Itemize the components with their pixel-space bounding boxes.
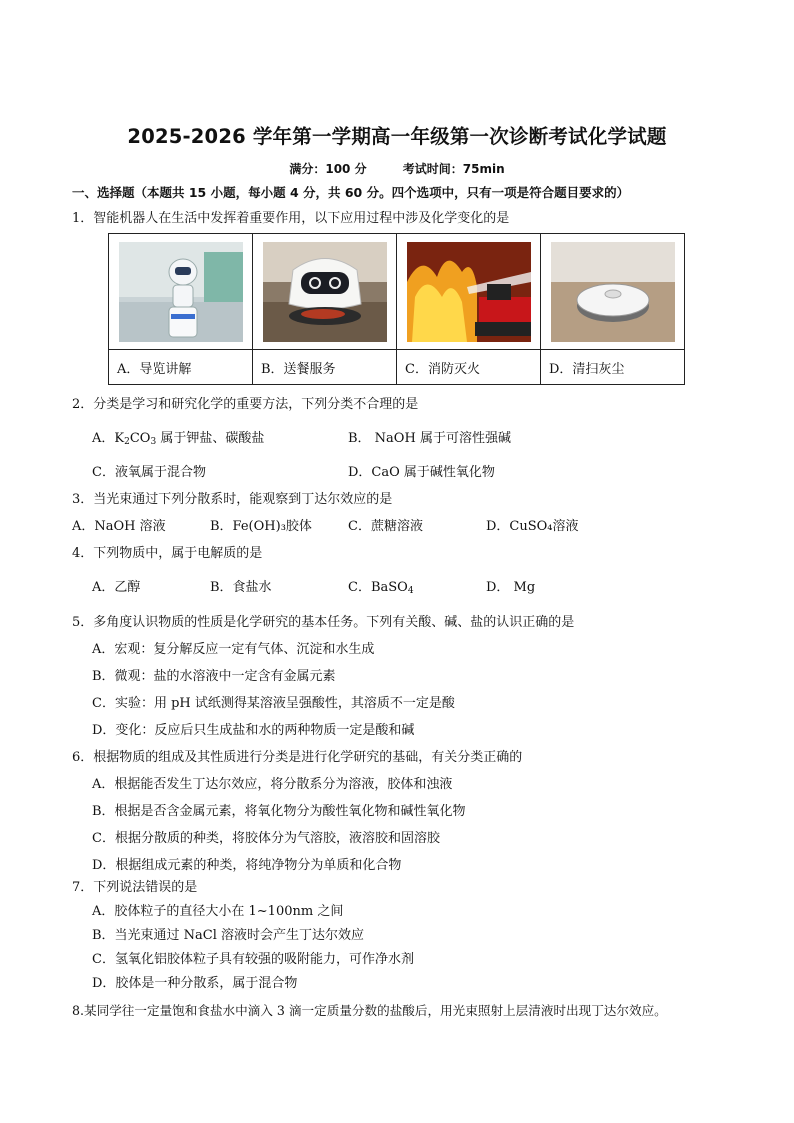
- q1-picture-table: [108, 233, 685, 385]
- q1-option-c: C．消防灭火: [397, 350, 541, 385]
- q1-image-cell: [397, 234, 541, 350]
- section-heading: 一、选择题（本题共 15 小题，每小题 4 分，共 60 分。四个选项中，只有一项是符合题目要求的）: [72, 185, 630, 200]
- q2-option-c: C．液氧属于混合物: [92, 465, 206, 480]
- delivery-robot-image: [263, 242, 387, 342]
- q6-stem: 6．根据物质的组成及其性质进行分类是进行化学研究的基础，有关分类正确的: [72, 750, 523, 765]
- q5-option-c: C．实验：用 pH 试纸测得某溶液呈强酸性，其溶质不一定是酸: [92, 696, 455, 711]
- q4-option-d: D． Mg: [486, 580, 536, 595]
- q4-stem: 4．下列物质中，属于电解质的是: [72, 546, 263, 561]
- q7-stem: 7．下列说法错误的是: [72, 880, 198, 895]
- q8-stem: 8.某同学往一定量饱和食盐水中滴入 3 滴一定质量分数的盐酸后，用光束照射上层清液时出现丁达尔效应。: [72, 1003, 667, 1018]
- q1-image-cell: [109, 234, 253, 350]
- q6-option-a: A．根据能否发生丁达尔效应，将分散系分为溶液，胶体和浊液: [92, 777, 453, 792]
- q3-option-c: C．蔗糖溶液: [348, 519, 423, 534]
- q4-option-b: B．食盐水: [210, 580, 272, 595]
- q6-option-b: B．根据是否含金属元素，将氧化物分为酸性氧化物和碱性氧化物: [92, 804, 466, 819]
- q3-option-d: D．CuSO₄溶液: [486, 519, 579, 534]
- q6-option-d: D．根据组成元素的种类，将纯净物分为单质和化合物: [92, 858, 402, 873]
- q3-option-b: B．Fe(OH)₃胶体: [210, 519, 312, 534]
- q2-stem: 2．分类是学习和研究化学的重要方法，下列分类不合理的是: [72, 397, 419, 412]
- q7-option-d: D．胶体是一种分散系，属于混合物: [92, 976, 298, 991]
- q2-option-a: A．$K_2CO_3$ 属于钾盐、碳酸盐: [92, 431, 265, 447]
- q7-option-c: C．氢氧化铝胶体粒子具有较强的吸附能力，可作净水剂: [92, 952, 414, 967]
- q3-option-a: A．NaOH 溶液: [72, 519, 166, 534]
- q6-option-c: C．根据分散质的种类，将胶体分为气溶胶，液溶胶和固溶胶: [92, 831, 440, 846]
- q1-stem: 1．智能机器人在生活中发挥着重要作用，以下应用过程中涉及化学变化的是: [72, 211, 510, 226]
- exam-meta: [0, 160, 794, 177]
- full-score: 满分：100 分: [289, 162, 367, 176]
- q1-option-d: D．清扫灰尘: [541, 350, 685, 385]
- q5-option-a: A．宏观：复分解反应一定有气体、沉淀和水生成: [92, 642, 375, 657]
- q4-option-a: A．乙醇: [92, 580, 141, 595]
- q1-image-cell: [253, 234, 397, 350]
- q7-option-a: A．胶体粒子的直径大小在 1~100nm 之间: [92, 904, 344, 919]
- q1-option-b: B．送餐服务: [253, 350, 397, 385]
- page-title: 2025-2026 学年第一学期高一年级第一次诊断考试化学试题: [127, 125, 667, 148]
- q5-option-d: D．变化：反应后只生成盐和水的两种物质一定是酸和碱: [92, 723, 415, 738]
- exam-time: 考试时间：75min: [402, 162, 505, 176]
- q2-option-b: B． NaOH 属于可溶性强碱: [348, 431, 511, 446]
- firefighting-robot-image: [407, 242, 531, 342]
- q5-stem: 5．多角度认识物质的性质是化学研究的基本任务。下列有关酸、碱、盐的认识正确的是: [72, 615, 575, 630]
- q3-stem: 3．当光束通过下列分散系时，能观察到丁达尔效应的是: [72, 492, 393, 507]
- vacuum-robot-image: [551, 242, 675, 342]
- q7-option-b: B．当光束通过 NaCl 溶液时会产生丁达尔效应: [92, 928, 365, 943]
- q1-option-a: A．导览讲解: [109, 350, 253, 385]
- q1-image-cell: [541, 234, 685, 350]
- q2-option-d: D．CaO 属于碱性氧化物: [348, 465, 495, 480]
- q4-option-c: C．BaSO$_4$: [348, 580, 414, 596]
- guide-robot-image: [119, 242, 243, 342]
- q5-option-b: B．微观：盐的水溶液中一定含有金属元素: [92, 669, 336, 684]
